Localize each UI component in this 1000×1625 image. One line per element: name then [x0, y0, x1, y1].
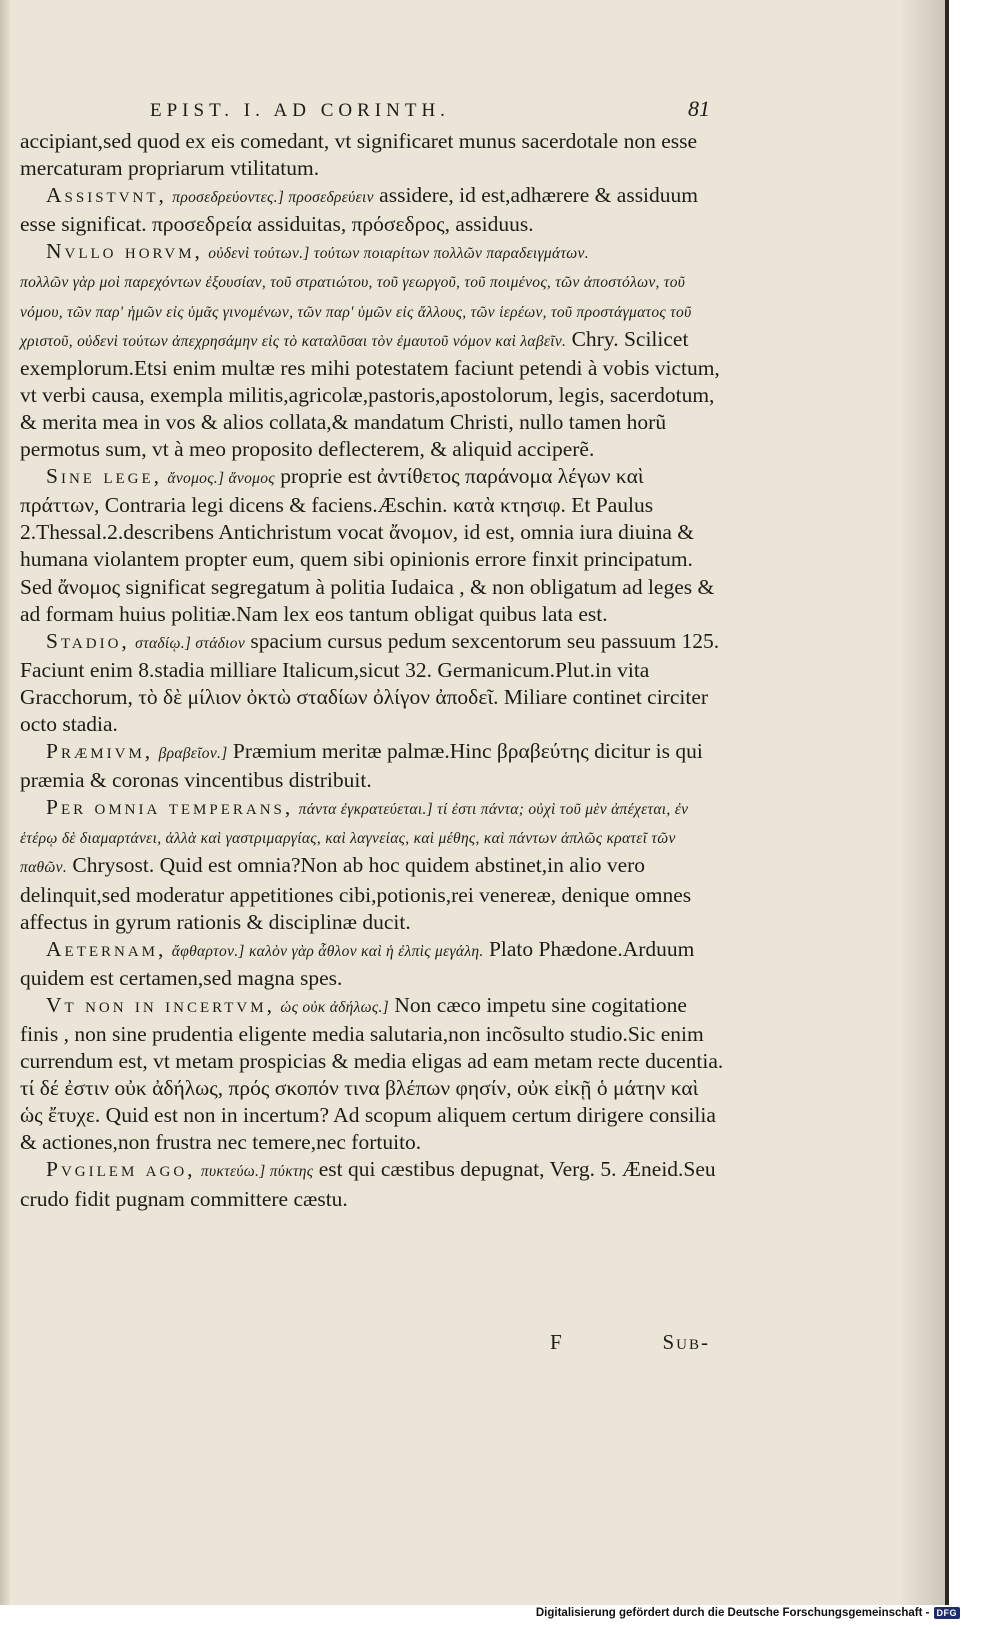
folio-number: 81	[688, 96, 710, 121]
paragraph-text: Præmium meritæ palmæ.Hinc βραβεύτης dicitur is qui præmia & coronas vincentibus distribuit.	[20, 739, 703, 793]
paragraph	[20, 1156, 725, 1212]
paragraph-text: spacium cursus pedum sexcentorum seu passuum 125. Faciunt enim 8.stadia milliare Italicum,sicut 32. Germanicum.Plut.in vita Gracchorum, τὸ δὲ μίλιον ὀκτὼ σταδίων ὀλίγον ἀποδεῖ. Miliare continet circiter octo stadia.	[20, 628, 720, 736]
paragraph-text: Plato Phædone.Arduum quidem est certamen,sed magna spes.	[20, 936, 695, 990]
greek-quotation: πολλῶν γὰρ μοὶ παρεχόντων ἐξουσίαν, τοῦ στρατιώτου, τοῦ γεωργοῦ, τοῦ ποιμένος, τῶν ἀποστόλων, τοῦ νόμου, τῶν παρ' ἡμῶν εἰς ὑμᾶς γινομένων, τῶν παρ' ὑμῶν εἰς ἄλλους, τῶν ἱερέων, τοῦ προστάγματος τοῦ χριστοῦ, οὐδενὶ τούτων ἀπεχρησάμην εἰς τὸ καταλῦσαι τὸν ἐμαυτοῦ νόμον καὶ λαβεῖν.	[20, 274, 692, 350]
lemma: Vt non in incertvm,	[46, 992, 275, 1017]
paragraph	[20, 738, 725, 794]
paragraph-text: accipiant,sed quod ex eis comedant, vt significaret munus sacerdotale non esse mercaturam propriarum vtilitatum.	[20, 129, 698, 181]
greek-lemma: προσεδρεύοντες.] προσεδρεύειν	[172, 189, 374, 207]
greek-lemma: πυκτεύω.] πύκτης	[200, 1163, 314, 1181]
digitization-credit	[536, 1607, 960, 1619]
catchword: Sub-	[662, 1330, 710, 1354]
dfg-logo: DFG	[934, 1607, 961, 1619]
lemma: Aeternam,	[46, 936, 167, 961]
greek-lemma: ἄφθαρτον.] καλὸν γὰρ ἆθλον καὶ ἡ ἐλπὶς μεγάλη.	[171, 942, 484, 960]
lemma: Per omnia temperans,	[46, 795, 294, 820]
page-edge-shadow	[900, 0, 945, 1605]
greek-lemma: σταδίῳ.] στάδιον	[135, 634, 246, 652]
lemma: Sine lege,	[46, 464, 163, 489]
paragraph	[20, 182, 725, 238]
greek-lemma: βραβεῖον.]	[158, 745, 228, 763]
paragraph	[20, 628, 725, 738]
greek-lemma: πάντα ἐγκρατεύεται.] τί ἐστι πάντα; οὐχὶ τοῦ μὲν ἀπέχεται, ἐν ἑτέρῳ δὲ διαμαρτάνει, ἀλλὰ καὶ γαστριμαργίας, καὶ λαγνείας, καὶ μέθης, καὶ πάντων ἁπλῶς κρατεῖ τῶν παθῶν.	[20, 801, 689, 877]
paragraph-text: Chrysost. Quid est omnia?Non ab hoc quidem abstinet,in alio vero delinquit,sed moderatur appetitiones cibi,potionis,rei venereæ, denique omnes affectus in gyrum rationis & disciplinæ ducit.	[20, 853, 692, 934]
paragraph-text: assidere, id est,adhærere & assiduum esse significat. προσεδρεία assiduitas, πρόσεδρος, assiduus.	[20, 183, 699, 237]
credit-text: Digitalisierung gefördert durch die Deutsche Forschungsgemeinschaft -	[535, 1607, 930, 1619]
paragraph-text: est qui cæstibus depugnat, Verg. 5. Æneid.Seu crudo fidit pugnam committere cæstu.	[20, 1157, 716, 1211]
paragraph	[20, 128, 725, 182]
paragraph	[20, 936, 725, 992]
body-text	[20, 128, 725, 1213]
paragraph	[20, 463, 725, 628]
paragraph	[20, 992, 725, 1157]
paragraph	[20, 267, 725, 463]
greek-lemma: οὐδενὶ τούτων.] τούτων ποιαρίτων πολλῶν παραδειγμάτων.	[208, 245, 589, 263]
paragraph-text: proprie est ἀντίθετος παράνομα λέγων καὶ πράττων, Contraria legi dicens & faciens.Æschin. κατὰ κτησιφ. Et Paulus 2.Thessal.2.describens Antichristum vocat ἄνομον, id est, omnia iura diuina & humana violantem propter eum, quem sibi opinionis errore finxit principatum. Sed ἄνομος significat segregatum à politia Iudaica , & non obligatum ad leges & ad formam huius politiæ.Nam lex eos tantum obligat quibus lata est.	[20, 464, 715, 626]
lemma: Assistvnt,	[46, 183, 167, 208]
lemma: Pvgilem ago,	[46, 1157, 196, 1182]
greek-lemma: ἄνομος.] ἄνομος	[167, 470, 275, 488]
paragraph-text: Chry. Scilicet exemplorum.Etsi enim multæ res mihi potestatem faciunt petendi à vobis victum, vt verbi causa, exempla militis,agricolæ,pastoris,apostolorum, legis, sacerdotum, & merita mea in vos & alios collata,& mandatum Christi, nullo tamen horũ permotus sum, vt à meo proposito deflecterem, & aliquid acciperẽ.	[20, 326, 720, 462]
lemma: Stadio,	[46, 628, 130, 653]
binding-gutter	[0, 0, 10, 1605]
lemma: Nvllo horvm,	[46, 239, 203, 264]
paragraph	[20, 794, 725, 935]
page-foot-line	[550, 1330, 710, 1355]
paragraph-text: Non cæco impetu sine cogitatione finis , non sine prudentia eligente media salutaria,non incõsulto studio.Sic enim currendum est, vt metam prospicias & media eligas ad eam metam recte ducentia. τί δέ ἐστιν οὐκ ἀδήλως, πρός σκοπόν τινα βλέπων φησίν, οὐκ εἰκῇ ὁ μάτην καὶ ὡς ἔτυχε. Quid est non in incertum? Ad scopum aliquem certum dirigere consilia & actiones,non frustra nec temere,nec fortuito.	[20, 992, 724, 1155]
lemma: Præmivm,	[46, 739, 154, 764]
paragraph	[20, 238, 725, 267]
running-head: EPIST. I. AD CORINTH.	[150, 100, 450, 121]
page-header	[150, 96, 710, 122]
signature-mark: F	[550, 1330, 562, 1354]
greek-lemma: ὡς οὐκ ἀδήλως.]	[280, 998, 389, 1016]
